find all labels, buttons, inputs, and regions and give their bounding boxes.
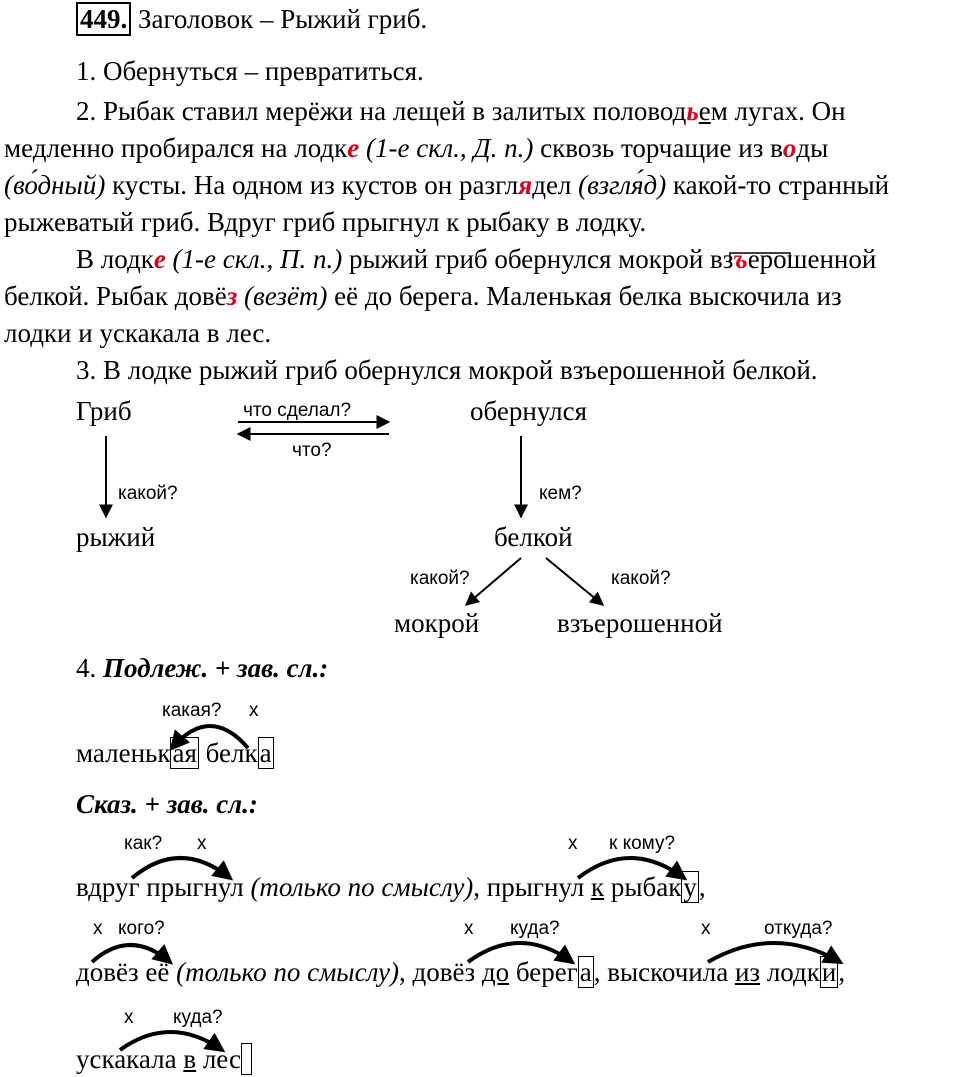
grammar-note: (1-е скл., Д. п.) — [366, 133, 534, 163]
tree-word-obernulsya: обернулся — [470, 396, 588, 426]
text: ерошенной — [747, 244, 877, 274]
check-word: (взгля́д) — [578, 170, 667, 200]
text: ускакала — [76, 1044, 177, 1074]
ending-box: и — [821, 957, 837, 987]
text: , довёз — [398, 957, 476, 987]
text: дел — [532, 170, 572, 200]
tree-question-chto: что? — [292, 440, 332, 461]
text: 2. Рыбак ставил мерёжи на лещей в залитых полово — [76, 96, 673, 126]
text: , — [838, 957, 846, 987]
highlight-letter: о — [782, 133, 797, 163]
text: маленьк — [76, 738, 171, 768]
text: Подлеж. + зав. сл.: — [103, 653, 329, 683]
text: лес — [202, 1044, 241, 1074]
row2-x-mark-3: x — [701, 918, 711, 939]
arc-malenkaya-belka — [172, 726, 248, 748]
text: лодк — [766, 957, 820, 987]
arrow-belkoy-vzeroshennoy — [546, 558, 603, 605]
item-2-line-4: рыжеватый гриб. Вдруг гриб прыгнул к рыбаку в лодку. — [4, 207, 647, 237]
text: её до берега. Маленькая белка выскочила из — [334, 281, 842, 311]
highlight-letter: ъ — [733, 244, 748, 274]
skaz-heading: Сказ. + зав. сл.: — [76, 789, 258, 819]
text: сквозь торчащие из в — [540, 133, 783, 163]
arc-uskakala-v-les — [120, 1032, 222, 1050]
row2-x-mark-1: x — [93, 918, 103, 939]
grammar-note: (1-е скл., П. п.) — [172, 244, 343, 274]
text: рыжий гриб обернулся мокрой вз — [348, 244, 734, 274]
phrase-x-mark: x — [249, 700, 259, 721]
row2-x-mark-2: x — [464, 918, 474, 939]
ending-box: у — [683, 872, 697, 902]
text: В лодк — [76, 244, 154, 274]
text: , — [698, 872, 706, 902]
row2-question-kuda: куда? — [510, 918, 560, 939]
text: довёз её — [76, 957, 170, 987]
text: м лугах. Он — [710, 96, 846, 126]
text: кусты. На одном из кустов он разгл — [112, 170, 519, 200]
ending-box: а — [259, 738, 272, 768]
text: ды — [796, 133, 829, 163]
row1-question-k-komu: к кому? — [609, 833, 676, 854]
text: белкой. Рыбак довё — [4, 281, 227, 311]
arc-dovez-do-berega — [468, 943, 572, 962]
text: рыбак — [610, 872, 682, 902]
text: медленно пробирался на лодк — [4, 133, 348, 163]
highlight-letter: з — [226, 281, 238, 311]
text: 4. — [76, 653, 97, 683]
tree-word-ryzhiy: рыжий — [76, 522, 156, 552]
check-word: (во́дный) — [4, 170, 106, 200]
text: , выскочила — [593, 957, 729, 987]
text: е — [698, 96, 711, 126]
arrow-belkoy-mokroy — [466, 558, 521, 605]
root-bracket-mark — [730, 253, 790, 262]
tree-question-kakoy: какой? — [118, 483, 178, 504]
tree-word-belkoy: белкой — [494, 522, 573, 552]
text: какой-то странный — [672, 170, 890, 200]
tree-question-kakoy-left: какой? — [410, 568, 470, 589]
text: , прыгнул — [473, 872, 585, 902]
text: белк — [205, 738, 258, 768]
tree-word-vzeroshennoy: взъерошенной — [557, 608, 723, 638]
text: вдруг прыгнул — [76, 872, 244, 902]
text: берег — [515, 957, 578, 987]
arc-dovez-ee — [92, 945, 170, 962]
highlight-letter: ь — [686, 96, 699, 126]
phrase-question: какая? — [162, 700, 222, 721]
note: (только по смыслу) — [176, 957, 399, 987]
arc-vdrug-prygnul — [132, 858, 230, 878]
preposition: в — [183, 1044, 197, 1074]
tree-word-grib: Гриб — [76, 396, 132, 426]
highlight-letter: е — [153, 244, 166, 274]
tree-question-kakoy-right: какой? — [611, 568, 671, 589]
arc-prygnul-rybaku — [578, 858, 684, 878]
item-3: 3. В лодке рыжий гриб обернулся мокрой взъерошенной белкой. — [76, 355, 818, 385]
tree-word-mokroy: мокрой — [394, 608, 480, 638]
highlight-letter: я — [518, 170, 533, 200]
ending-box: ая — [172, 738, 197, 768]
tree-question-chto-sdelal: что сделал? — [243, 400, 352, 421]
highlight-letter: е — [347, 133, 360, 163]
arc-vyskochila-iz-lodki — [708, 943, 840, 962]
row3-question-kuda: куда? — [173, 1007, 223, 1028]
preposition: к — [590, 872, 605, 902]
text: д — [672, 96, 687, 126]
check-word: (везёт) — [244, 281, 328, 311]
item-1: 1. Обернуться – превратиться. — [76, 56, 424, 86]
row1-question-kak: как? — [124, 833, 163, 854]
row1-x-mark-2: x — [568, 833, 578, 854]
ending-box: а — [579, 957, 592, 987]
row3-x-mark: x — [124, 1007, 134, 1028]
exercise-title: Заголовок – Рыжий гриб. — [138, 4, 428, 34]
row1-x-mark-1: x — [197, 833, 207, 854]
tree-question-kem: кем? — [539, 483, 582, 504]
preposition: из — [734, 957, 761, 987]
exercise-number: 449. — [76, 2, 131, 36]
row2-question-otkuda: откуда? — [764, 918, 833, 939]
note: (только по смыслу) — [250, 872, 474, 902]
item-2-line-7: лодки и ускакала в лес. — [4, 318, 272, 348]
preposition: до — [481, 957, 510, 987]
row2-question-kogo: кого? — [118, 918, 165, 939]
